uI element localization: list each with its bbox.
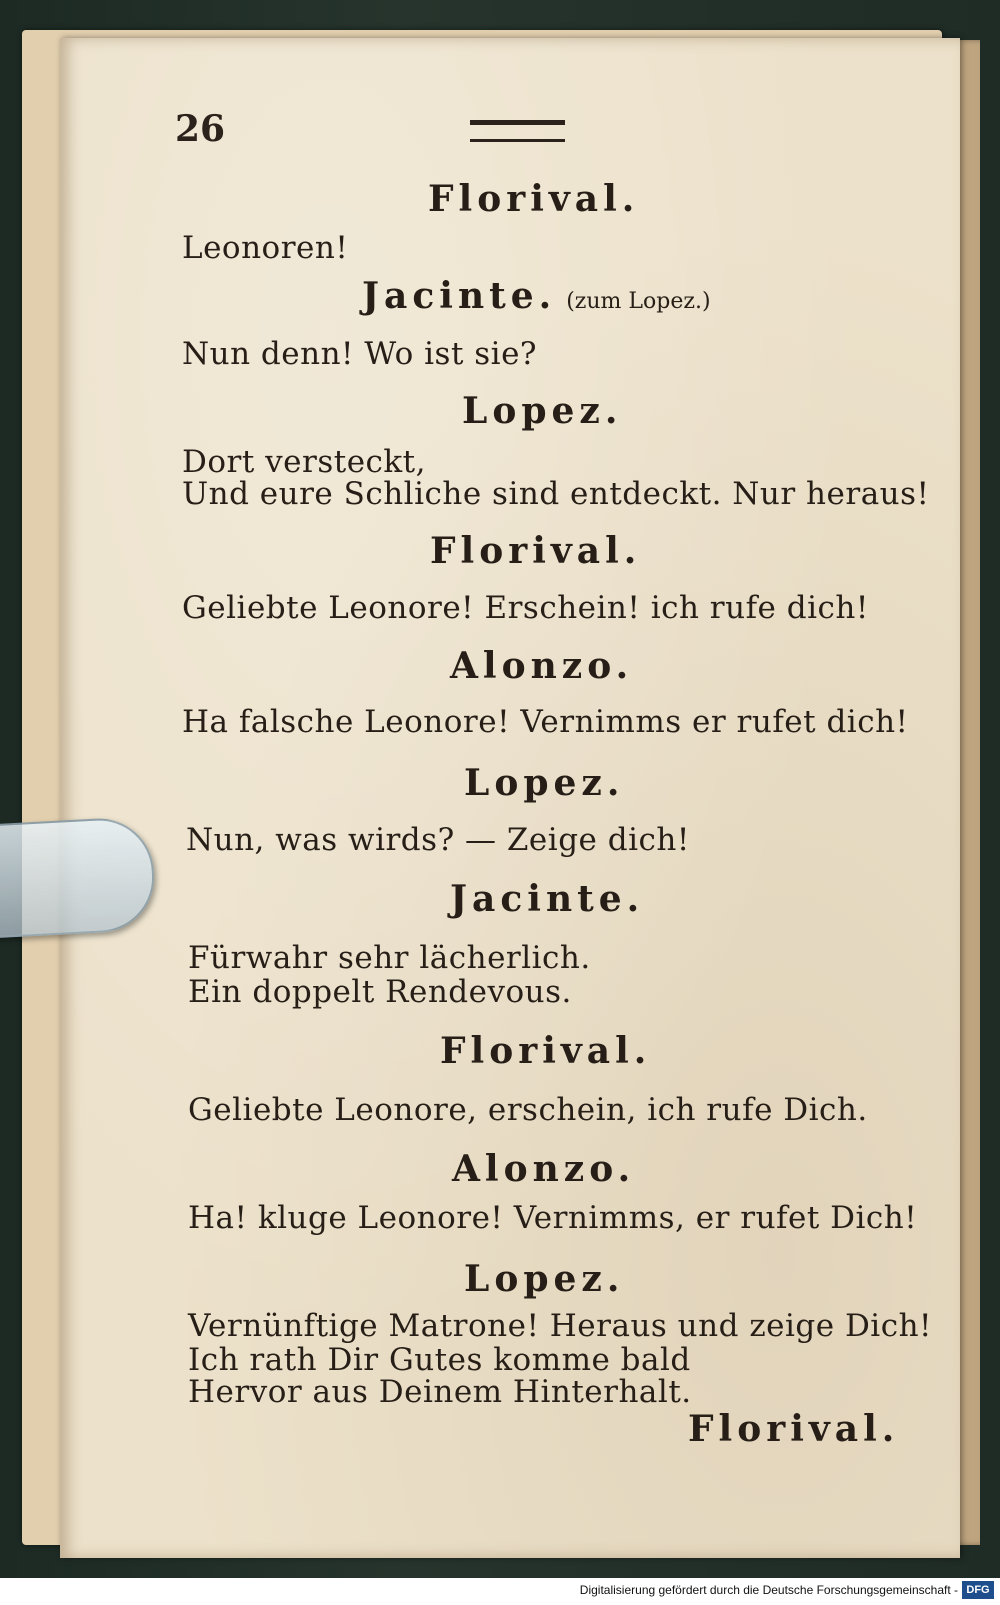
speaker-florival: Florival.	[440, 1030, 652, 1072]
speaker-florival: Florival.	[430, 530, 642, 572]
dfg-logo: DFG	[962, 1581, 994, 1599]
speaker-lopez: Lopez.	[464, 762, 625, 804]
speaker-name: Jacinte.	[362, 275, 557, 317]
verse-line: Geliebte Leonore, erschein, ich rufe Dich.	[188, 1092, 868, 1128]
verse-line: Und eure Schliche sind entdeckt. Nur heraus!	[182, 476, 930, 512]
verse-line: Ich rath Dir Gutes komme bald	[188, 1342, 691, 1378]
speaker-lopez: Lopez.	[462, 390, 623, 432]
stage-direction: (zum Lopez.)	[566, 289, 711, 314]
verse-line: Nun, was wirds? — Zeige dich!	[186, 822, 690, 858]
digitization-credit: Digitalisierung gefördert durch die Deutsche Forschungsgemeinschaft -	[579, 1583, 958, 1597]
verse-line: Ha falsche Leonore! Vernimms er rufet dich!	[182, 704, 909, 740]
catchword: Florival.	[688, 1408, 900, 1450]
speaker-jacinte: Jacinte.	[450, 878, 645, 920]
verse-line: Geliebte Leonore! Erschein! ich rufe dich!	[182, 590, 869, 626]
verse-line: Hervor aus Deinem Hinterhalt.	[188, 1374, 692, 1410]
verse-line: Nun denn! Wo ist sie?	[182, 336, 538, 372]
speaker-jacinte	[362, 275, 711, 317]
verse-line: Ein doppelt Rendevous.	[188, 974, 572, 1010]
verse-line: Leonoren!	[182, 230, 349, 266]
verse-line: Dort versteckt,	[182, 444, 426, 480]
header-rule	[470, 120, 565, 142]
speaker-florival: Florival.	[428, 178, 640, 220]
verse-line: Ha! kluge Leonore! Vernimms, er rufet Dich!	[188, 1200, 918, 1236]
verse-line: Fürwahr sehr lächerlich.	[188, 940, 591, 976]
speaker-lopez: Lopez.	[464, 1258, 625, 1300]
verse-line: Vernünftige Matrone! Heraus und zeige Dich!	[188, 1308, 933, 1344]
speaker-alonzo: Alonzo.	[450, 645, 634, 687]
page-number: 26	[175, 108, 226, 150]
speaker-alonzo: Alonzo.	[452, 1148, 636, 1190]
page-clip	[0, 816, 157, 938]
